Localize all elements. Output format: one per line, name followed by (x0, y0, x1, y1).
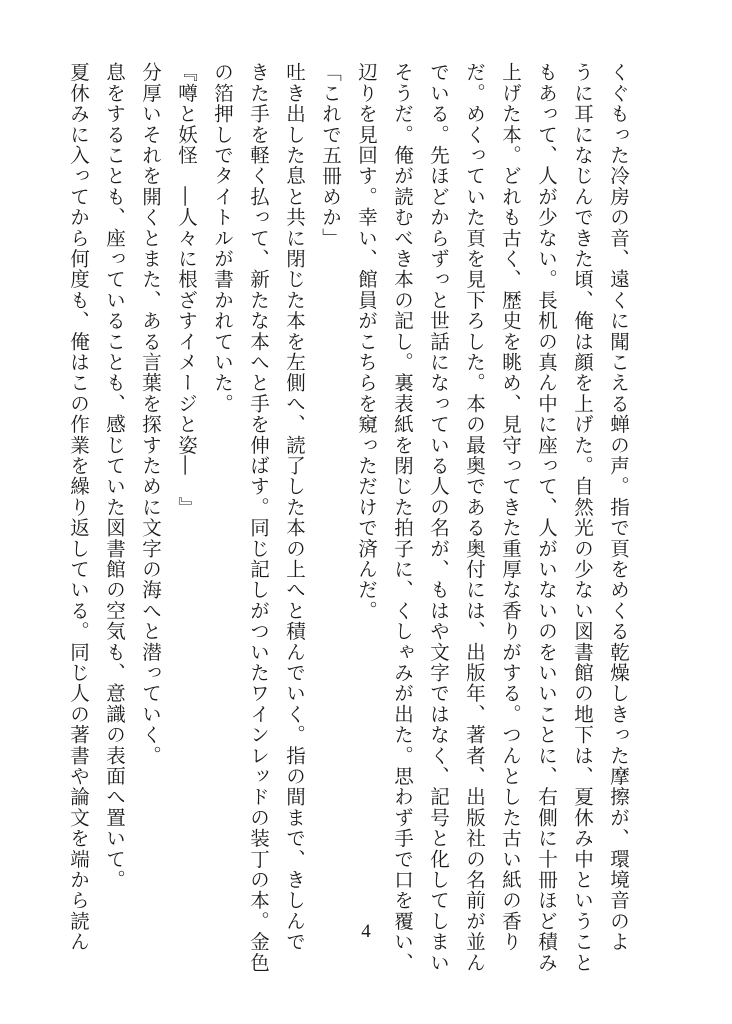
text-line: の箔押しでタイトルが書かれていた。 (211, 62, 234, 414)
text-line: うに耳になじんできた頃、俺は顔を上げた。自然光の少ない図書館の地下は、夏休み中ということ (571, 62, 594, 973)
text-line: 分厚いそれを開くとまた、ある言葉を探すために文字の海へと潜っていく。 (139, 62, 162, 766)
text-line: でいる。先ほどからずっと世話になっている人の名が、もはや文字ではなく、記号と化してしまい (427, 62, 450, 973)
text-line: 吐き出した息と共に閉じた本を左側へ、読了した本の上へと積んでいく。指の間まで、きしんで (283, 62, 306, 953)
text-line: もあって、人が少ない。長机の真ん中に座って、人がいないのをいいことに、右側に十冊ほど積み (535, 62, 558, 973)
text-line: 夏休みに入ってから何度も、俺はこの作業を繰り返している。同じ人の著書や論文を端から読ん (67, 62, 90, 953)
text-line: 息をすることも、座っていることも、感じていた図書館の空気も、意識の表面へ置いて。 (103, 62, 126, 890)
text-line: 上げた本。どれも古く、歴史を眺め、見守ってきた重厚な香りがする。つんとした古い紙の香り (499, 62, 522, 953)
text-line: 辺りを見回す。幸い、館員がこちらを窺っただけで済んだ。 (355, 62, 378, 621)
text-line: きた手を軽く払って、新たな本へと手を伸ばす。同じ記しがついたワインレッドの装丁の本。金色 (247, 62, 270, 973)
page-number: 4 (361, 921, 371, 942)
text-line: くぐもった冷房の音、遠くに聞こえる蝉の声。指で頁をめくる乾燥しきった摩擦が、環境音のよ (607, 62, 630, 953)
vertical-text-body (67, 62, 636, 973)
dialogue-line: 「これで五冊めか」 (319, 62, 342, 249)
book-title-line: 『噂と妖怪 ―人々に根ざすイメージと姿― 』 (175, 62, 198, 518)
text-line: そうだ。俺が読むべき本の記し。裏表紙を閉じた拍子に、くしゃみが出た。思わず手で口を覆い、 (391, 62, 414, 973)
text-line: だ。めくっていた頁を見下ろした。本の最奥である奥付には、出版年、著者、出版社の名前が並ん (463, 62, 486, 973)
